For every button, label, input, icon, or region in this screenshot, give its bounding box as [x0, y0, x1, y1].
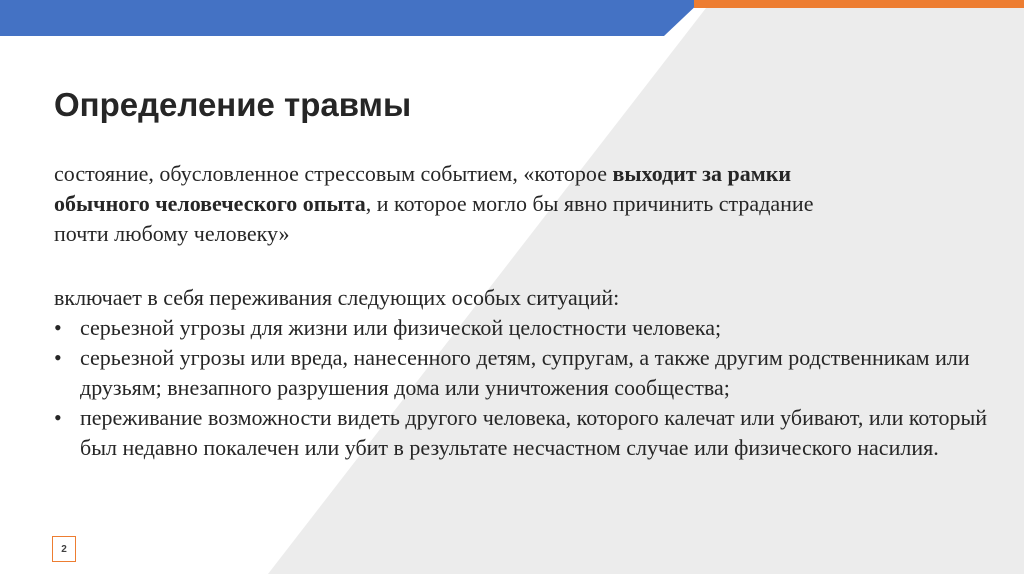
definition-text-3: почти любому человеку» — [54, 221, 290, 246]
top-blue-bar — [0, 0, 702, 36]
bullet-marker: • — [54, 405, 62, 430]
top-orange-bar — [694, 0, 1024, 8]
bullet-marker: • — [54, 315, 62, 340]
definition-paragraph — [54, 159, 1004, 249]
slide-body — [54, 159, 1004, 463]
definition-text-1: состояние, обусловленное стрессовым событием, «которое — [54, 161, 613, 186]
situations-list — [54, 313, 1004, 463]
list-item-text: переживание возможности видеть другого человека, которого калечат или убивают, или который был недавно покалечен или убит в результате несчастном случае или физического насилия. — [80, 405, 988, 460]
list-item-text: серьезной угрозы или вреда, нанесенного детям, супругам, а также другим родственникам или друзьям; внезапного разрушения дома или уничтожения сообщества; — [80, 345, 970, 400]
list-item — [54, 403, 1004, 463]
page-number-badge: 2 — [52, 536, 76, 562]
bullet-marker: • — [54, 345, 62, 370]
list-item-text: серьезной угрозы для жизни или физической целостности человека; — [80, 315, 722, 340]
intro-line: включает в себя переживания следующих особых ситуаций: — [54, 285, 620, 310]
definition-bold-2: обычного человеческого опыта — [54, 191, 366, 216]
list-item — [54, 343, 1004, 403]
list-item — [54, 313, 1004, 343]
slide-title: Определение травмы — [54, 86, 412, 123]
definition-bold-1: выходит за рамки — [612, 161, 792, 186]
definition-text-2: , и которое могло бы явно причинить страдание — [365, 191, 814, 216]
